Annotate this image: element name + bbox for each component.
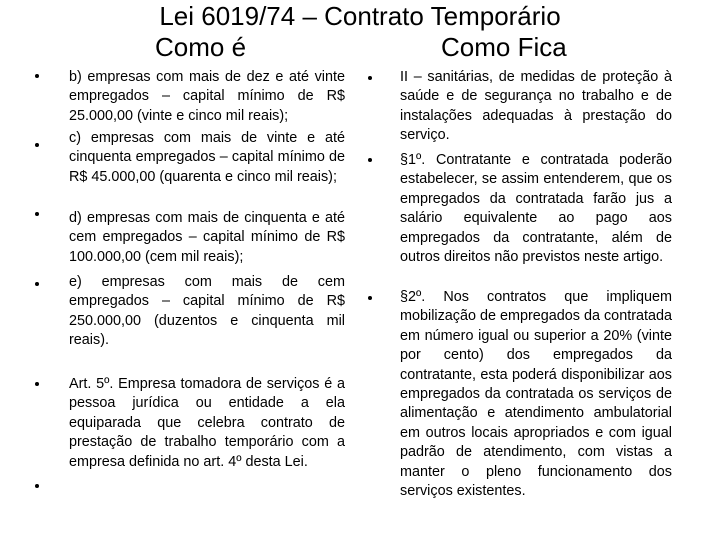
bullet-icon <box>35 143 39 147</box>
bullet-icon <box>35 74 39 78</box>
left-item-e: e) empresas com mais de cem empregados – capital mínimo de R$ 250.000,00 (duzentos e cinquenta mil reais). <box>69 274 345 349</box>
bullet-icon <box>35 282 39 286</box>
bullet-icon <box>368 76 372 80</box>
right-item-ii: II – sanitárias, de medidas de proteção à saúde e de segurança no trabalho e de instalações adequadas à prestação do serviço. <box>400 69 672 144</box>
page-title: Lei 6019/74 – Contrato Temporário <box>159 1 561 31</box>
left-item-c: c) empresas com mais de vinte e até cinquenta empregados – capital mínimo de R$ 45.000,00 (quarenta e cinco mil reais); <box>69 130 345 185</box>
bullet-icon <box>35 212 39 216</box>
left-item-d: d) empresas com mais de cinquenta e até cem empregados – capital mínimo de R$ 100.000,00 (cem mil reais); <box>69 210 345 265</box>
bullet-icon <box>368 296 372 300</box>
column-heading-como-e: Como é <box>155 32 247 62</box>
left-item-b: b) empresas com mais de dez e até vinte empregados – capital mínimo de R$ 25.000,00 (vinte e cinco mil reais); <box>69 69 345 124</box>
bullet-icon <box>35 484 39 488</box>
bullet-icon <box>35 382 39 386</box>
right-item-paragraph-1: §1º. Contratante e contratada poderão estabelecer, se assim entenderem, que os empregados da contratada farão jus a salário equivalente ao pago aos empregados da contratante, além de outros direitos não previstos neste artigo. <box>400 152 672 266</box>
left-item-art5: Art. 5º. Empresa tomadora de serviços é a pessoa jurídica ou entidade a ela equiparada que celebra contrato de prestação de trabalho temporário com a empresa definida no art. 4º desta Lei. <box>69 376 345 470</box>
right-item-paragraph-2: §2º. Nos contratos que impliquem mobilização de empregados da contratada em número igual ou superior a 20% (vinte por cento) dos empregados da contratante, esta poderá disponibilizar aos empregados da contratada os serviços de alimentação e atendimento ambulatorial em outros locais apropriados e com igual padrão de atendimento, com vistas a manter o pleno funcionamento dos serviços existentes. <box>400 289 672 500</box>
bullet-icon <box>368 158 372 162</box>
column-heading-como-fica: Como Fica <box>441 32 567 62</box>
